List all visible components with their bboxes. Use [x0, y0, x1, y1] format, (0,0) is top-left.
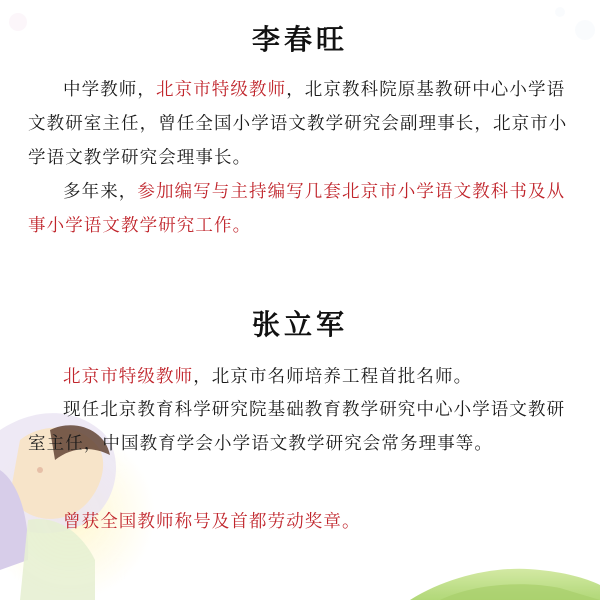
paragraph-zhang-position: 现任北京教育科学研究院基础教育教学研究中心小学语文教研室主任，中国教育学会小学语文教学研究会常务理事等。	[28, 400, 566, 454]
highlight-work: 参加编写与主持编写几套北京市小学语文教科书及从事小学语文教学研究工作。	[28, 182, 566, 236]
person-name-li-chunwang: 李春旺	[251, 23, 348, 56]
paragraph-li-work	[28, 175, 576, 243]
highlight-title: 北京市特级教师	[156, 80, 287, 100]
paragraph-text: 多年来，	[63, 182, 138, 202]
paragraph-li-background	[28, 73, 576, 175]
paragraph-text: ，北京教科院原基教研中心小学语文教研室主任，曾任全国小学语文教学研究会副理事长，北京市小学语文教学研究会理事长。	[28, 80, 568, 168]
paragraph-zhang-title	[28, 360, 576, 394]
person-name-zhang-lijun: 张立军	[251, 308, 348, 341]
paragraph-text: ，北京市名师培养工程首批名师。	[193, 367, 473, 387]
highlight-title: 北京市特级教师	[63, 367, 194, 387]
paragraph-text: 中学教师，	[63, 80, 156, 100]
paragraph-zhang-awards: 曾获全国教师称号及首都劳动奖章。	[63, 512, 361, 532]
